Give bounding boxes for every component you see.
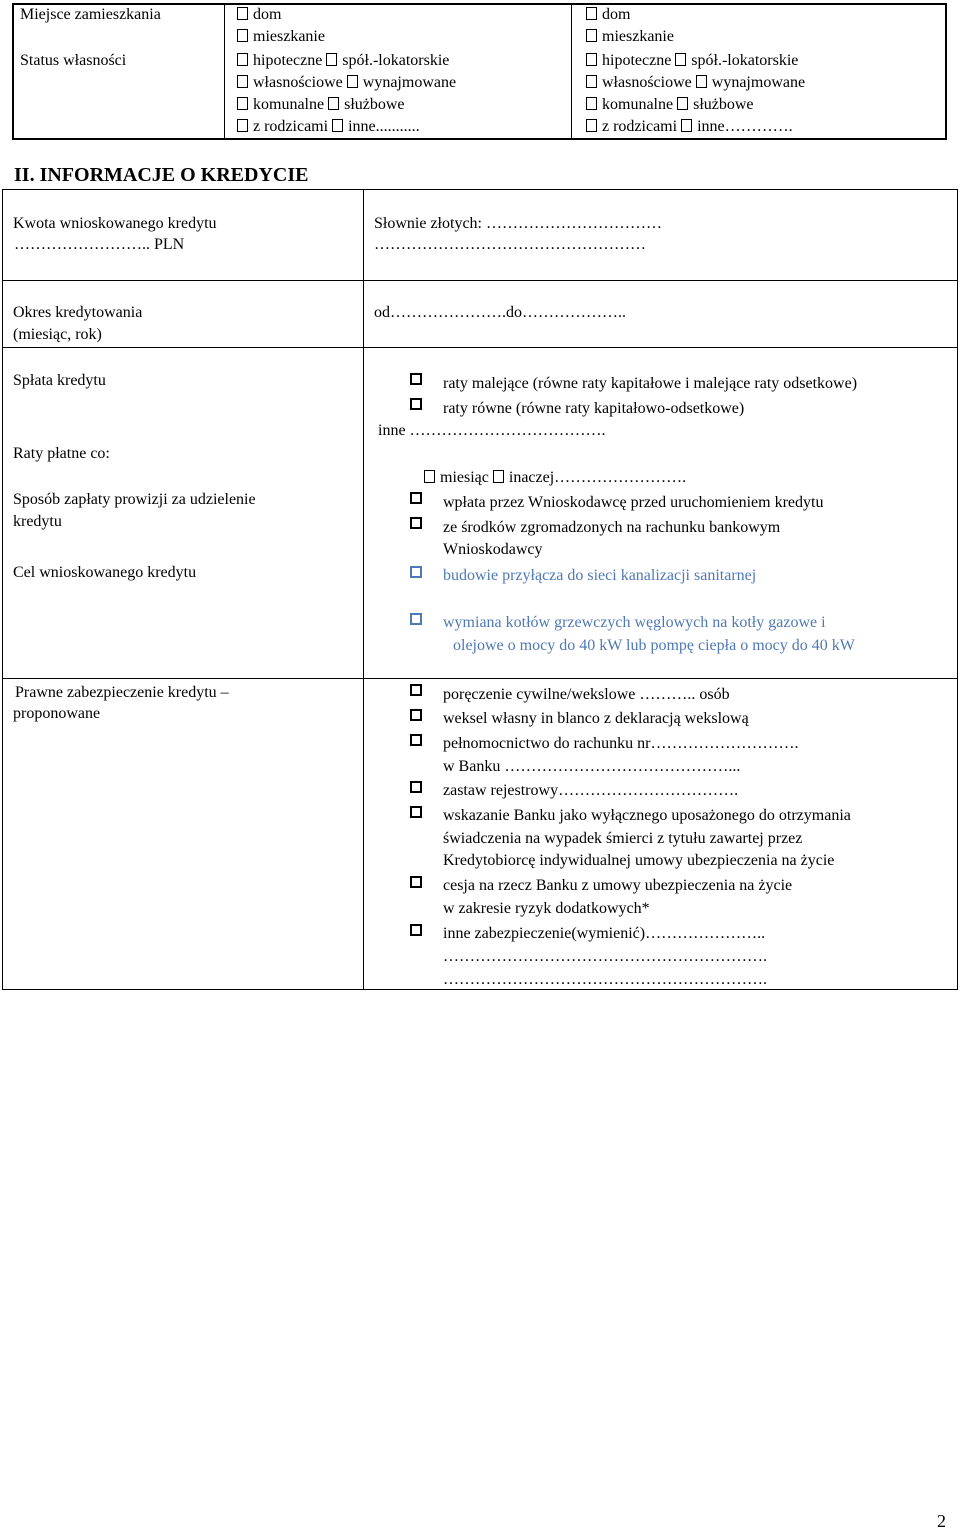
security-option-surety: poręczenie cywilne/wekslowe ……….. osób bbox=[443, 686, 730, 703]
checkbox-icon[interactable] bbox=[410, 613, 422, 625]
checkbox-icon[interactable] bbox=[586, 119, 597, 132]
purpose-option-boiler-line2: olejowe o mocy do 40 kW lub pompę ciepła o mocy do 40 kW bbox=[453, 637, 855, 654]
col2-ownership-row2: własnościowe wynajmowane bbox=[586, 73, 805, 93]
checkbox-icon[interactable] bbox=[347, 75, 358, 88]
repayment-other-field[interactable]: inne ………………………………. bbox=[378, 422, 606, 439]
ownership-label: Status własności bbox=[20, 52, 127, 69]
amount-words-field[interactable]: Słownie złotych: …………………………… bbox=[374, 215, 662, 232]
security-option-beneficiary-line3: Kredytobiorcę indywidualnej umowy ubezpieczenia na życie bbox=[443, 852, 835, 869]
checkbox-icon[interactable] bbox=[586, 53, 597, 66]
col1-ownership-row1: hipoteczne spół.-lokatorskie bbox=[237, 51, 449, 71]
checkbox-icon[interactable] bbox=[410, 566, 422, 578]
page-number: 2 bbox=[937, 1511, 946, 1531]
checkbox-icon[interactable] bbox=[328, 97, 339, 110]
security-option-beneficiary: wskazanie Banku jako wyłącznego uposażonego do otrzymania bbox=[443, 807, 851, 824]
col2-ownership-row3: komunalne służbowe bbox=[586, 95, 754, 115]
section-heading: II. INFORMACJE O KREDYCIE bbox=[14, 164, 309, 186]
checkbox-icon[interactable] bbox=[237, 119, 248, 132]
period-label: Okres kredytowania bbox=[13, 304, 143, 321]
commission-option-account-line2: Wnioskodawcy bbox=[443, 541, 543, 558]
residence-label: Miejsce zamieszkania bbox=[20, 6, 161, 23]
checkbox-icon[interactable] bbox=[586, 75, 597, 88]
security-option-bank-field[interactable]: w Banku ……………………………………... bbox=[443, 758, 741, 775]
amount-label: Kwota wnioskowanego kredytu bbox=[13, 215, 217, 232]
checkbox-icon[interactable] bbox=[410, 684, 422, 696]
col1-dom-option[interactable]: dom bbox=[237, 5, 281, 25]
checkbox-icon[interactable] bbox=[410, 806, 422, 818]
checkbox-icon[interactable] bbox=[410, 876, 422, 888]
checkbox-icon[interactable] bbox=[410, 517, 422, 529]
checkbox-icon[interactable] bbox=[326, 53, 337, 66]
checkbox-icon[interactable] bbox=[681, 119, 692, 132]
checkbox-icon[interactable] bbox=[237, 53, 248, 66]
checkbox-icon[interactable] bbox=[586, 7, 597, 20]
repayment-option-equal: raty równe (równe raty kapitałowo-odsetkowe) bbox=[443, 400, 745, 417]
purpose-label: Cel wnioskowanego kredytu bbox=[13, 564, 197, 581]
checkbox-icon[interactable] bbox=[237, 75, 248, 88]
col1-ownership-row4: z rodzicami inne........... bbox=[237, 117, 420, 137]
checkbox-icon[interactable] bbox=[675, 53, 686, 66]
checkbox-icon[interactable] bbox=[237, 7, 248, 20]
security-option-registered-pledge: zastaw rejestrowy……………………………. bbox=[443, 782, 739, 799]
security-option-assignment: cesja na rzecz Banku z umowy ubezpieczenia na życie bbox=[443, 877, 793, 894]
col1-ownership-row3: komunalne służbowe bbox=[237, 95, 405, 115]
checkbox-icon[interactable] bbox=[586, 97, 597, 110]
security-option-promissory-note: weksel własny in blanco z deklaracją wekslową bbox=[443, 710, 749, 727]
checkbox-icon[interactable] bbox=[424, 470, 435, 483]
checkbox-icon[interactable] bbox=[237, 97, 248, 110]
col2-mieszkanie-option[interactable]: mieszkanie bbox=[586, 27, 674, 47]
col2-ownership-row1: hipoteczne spół.-lokatorskie bbox=[586, 51, 798, 71]
installments-options: miesiąc inaczej……………………. bbox=[424, 468, 686, 488]
security-label-line2: proponowane bbox=[13, 705, 101, 722]
security-label: Prawne zabezpieczenie kredytu – bbox=[15, 684, 229, 701]
checkbox-icon[interactable] bbox=[410, 398, 422, 410]
amount-field[interactable]: …………………….. PLN bbox=[14, 236, 185, 253]
checkbox-icon[interactable] bbox=[410, 492, 422, 504]
col1-mieszkanie-option[interactable]: mieszkanie bbox=[237, 27, 325, 47]
period-sublabel: (miesiąc, rok) bbox=[13, 326, 102, 343]
checkbox-icon[interactable] bbox=[696, 75, 707, 88]
col2-ownership-row4: z rodzicami inne…………. bbox=[586, 117, 793, 137]
security-other-field-line3[interactable]: ……………………………………………………. bbox=[443, 971, 767, 988]
checkbox-icon[interactable] bbox=[410, 709, 422, 721]
checkbox-icon[interactable] bbox=[493, 470, 504, 483]
security-option-other: inne zabezpieczenie(wymienić)………………….. bbox=[443, 925, 766, 942]
checkbox-icon[interactable] bbox=[410, 781, 422, 793]
amount-words-line2[interactable]: …………………………………………… bbox=[374, 236, 646, 253]
checkbox-icon[interactable] bbox=[237, 29, 248, 42]
commission-option-upfront: wpłata przez Wnioskodawcę przed uruchomieniem kredytu bbox=[443, 494, 824, 511]
security-option-beneficiary-line2: świadczenia na wypadek śmierci z tytułu zawartej przez bbox=[443, 830, 803, 847]
security-option-assignment-line2: w zakresie ryzyk dodatkowych* bbox=[443, 900, 650, 917]
installments-label: Raty płatne co: bbox=[13, 445, 110, 462]
col2-dom-option[interactable]: dom bbox=[586, 5, 630, 25]
checkbox-icon[interactable] bbox=[410, 734, 422, 746]
repayment-option-decreasing: raty malejące (równe raty kapitałowe i malejące raty odsetkowe) bbox=[443, 375, 858, 392]
repayment-label: Spłata kredytu bbox=[13, 372, 106, 389]
period-field[interactable]: od………………….do……………….. bbox=[374, 304, 626, 321]
checkbox-icon[interactable] bbox=[586, 29, 597, 42]
checkbox-icon[interactable] bbox=[410, 924, 422, 936]
security-other-field-line2[interactable]: ……………………………………………………. bbox=[443, 948, 767, 965]
purpose-option-sewer: budowie przyłącza do sieci kanalizacji sanitarnej bbox=[443, 567, 757, 584]
purpose-option-boiler: wymiana kotłów grzewczych węglowych na kotły gazowe i bbox=[443, 614, 826, 631]
commission-label-line2: kredytu bbox=[13, 513, 62, 530]
commission-option-account: ze środków zgromadzonych na rachunku bankowym bbox=[443, 519, 781, 536]
security-option-power-of-attorney: pełnomocnictwo do rachunku nr………………………. bbox=[443, 735, 799, 752]
commission-label: Sposób zapłaty prowizji za udzielenie bbox=[13, 491, 256, 508]
checkbox-icon[interactable] bbox=[410, 373, 422, 385]
col1-ownership-row2: własnościowe wynajmowane bbox=[237, 73, 456, 93]
checkbox-icon[interactable] bbox=[677, 97, 688, 110]
checkbox-icon[interactable] bbox=[332, 119, 343, 132]
